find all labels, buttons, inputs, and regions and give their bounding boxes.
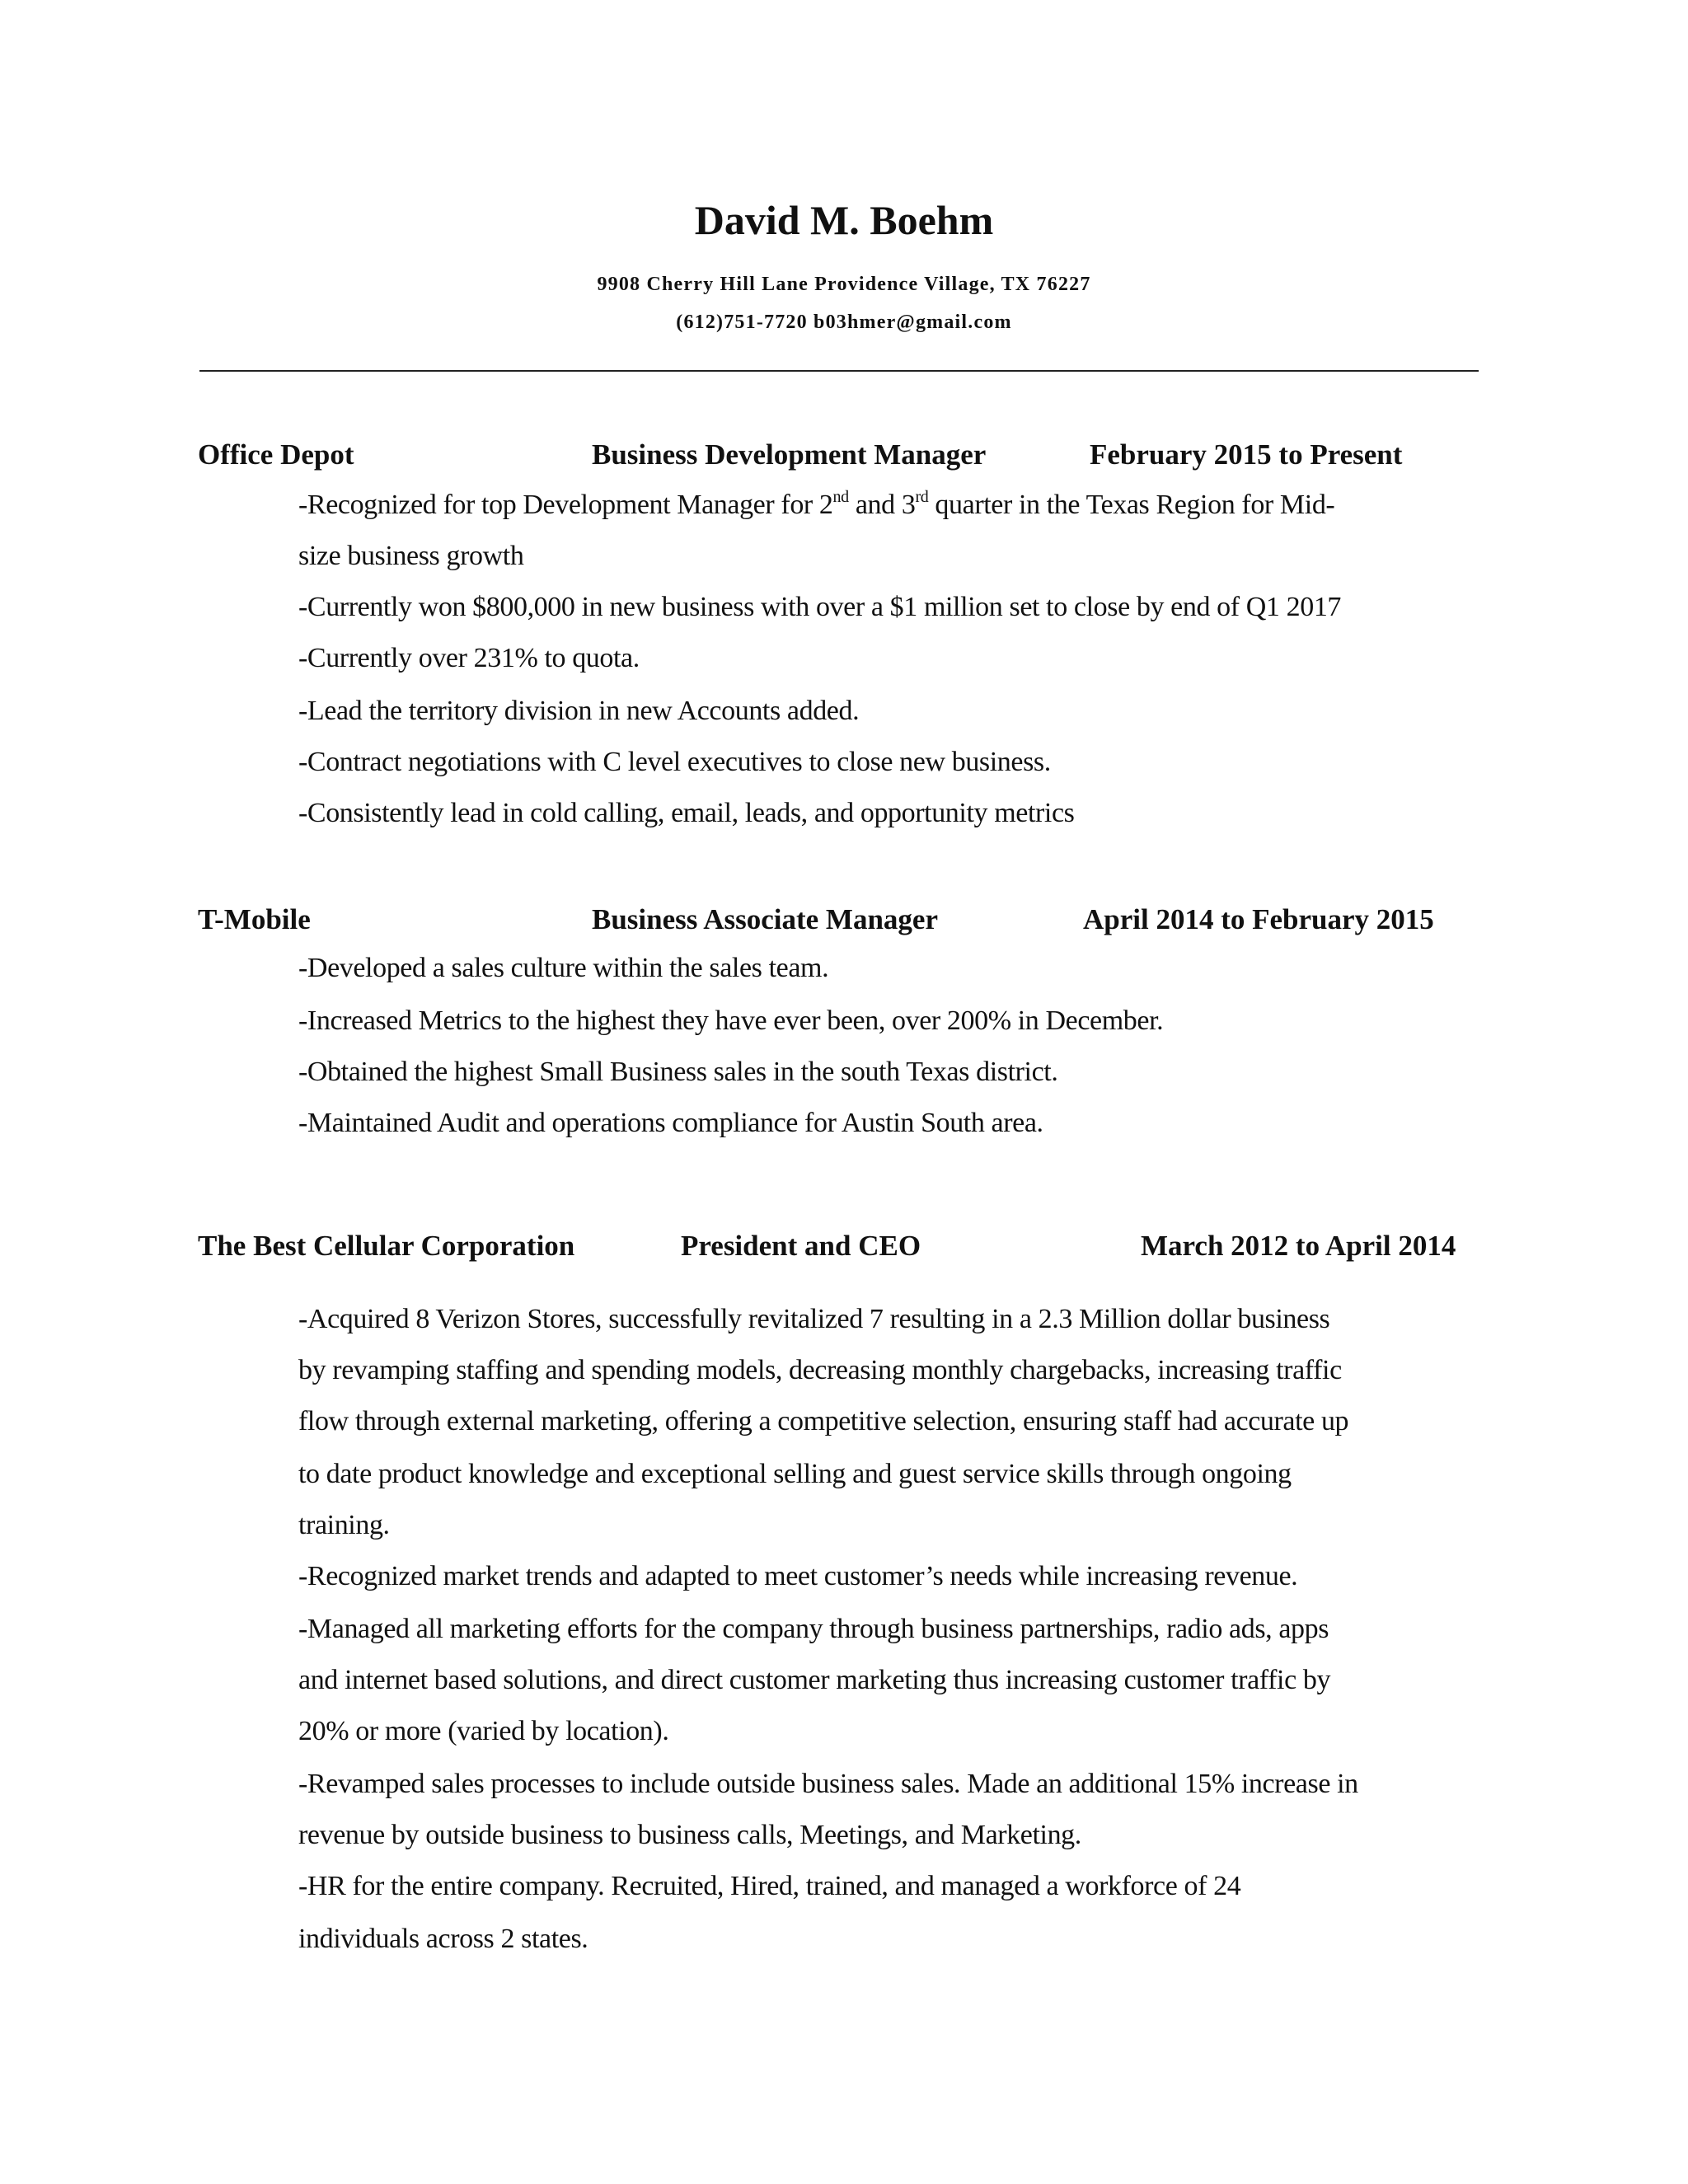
job-title: President and CEO bbox=[681, 1230, 921, 1262]
bullet-line: -Currently over 231% to quota. bbox=[298, 643, 640, 673]
bullet-line: individuals across 2 states. bbox=[298, 1924, 588, 1954]
bullet-line: -Contract negotiations with C level executives to close new business. bbox=[298, 747, 1051, 777]
company-name: Office Depot bbox=[198, 438, 354, 471]
phone: (612)751-7720 bbox=[676, 312, 808, 333]
bullet-line: and internet based solutions, and direct customer marketing thus increasing customer traffic by bbox=[298, 1665, 1331, 1695]
bullet-line: size business growth bbox=[298, 541, 524, 571]
bullet-line: -Recognized market trends and adapted to meet customer’s needs while increasing revenue. bbox=[298, 1561, 1298, 1591]
bullet-line: -HR for the entire company. Recruited, Hired, trained, and managed a workforce of 24 bbox=[298, 1871, 1241, 1901]
bullet-line: flow through external marketing, offering a competitive selection, ensuring staff had accurate up bbox=[298, 1406, 1349, 1436]
company-name: T-Mobile bbox=[198, 903, 311, 935]
bullet-line: -Revamped sales processes to include outside business sales. Made an additional 15% increase in bbox=[298, 1769, 1358, 1799]
bullet-line: -Managed all marketing efforts for the company through business partnerships, radio ads, apps bbox=[298, 1614, 1329, 1644]
job-title: Business Development Manager bbox=[592, 438, 987, 471]
bullet-line: -Recognized for top Development Manager for 2nd and 3rd quarter in the Texas Region for Mid- bbox=[298, 488, 1335, 520]
email: b03hmer@gmail.com bbox=[814, 312, 1012, 333]
bullet-line: -Currently won $800,000 in new business with over a $1 million set to close by end of Q1 2017 bbox=[298, 592, 1342, 622]
address: 9908 Cherry Hill Lane Providence Village, TX 76227 bbox=[597, 274, 1091, 295]
bullet-line: -Maintained Audit and operations compliance for Austin South area. bbox=[298, 1108, 1043, 1138]
bullet-line: -Developed a sales culture within the sales team. bbox=[298, 953, 829, 983]
job-dates: April 2014 to February 2015 bbox=[1083, 903, 1434, 935]
bullet-line: -Increased Metrics to the highest they have ever been, over 200% in December. bbox=[298, 1005, 1164, 1036]
bullet-line: 20% or more (varied by location). bbox=[298, 1716, 669, 1746]
job-dates: March 2012 to April 2014 bbox=[1141, 1230, 1456, 1262]
company-name: The Best Cellular Corporation bbox=[198, 1230, 575, 1262]
contact-line bbox=[0, 312, 1688, 334]
job-title: Business Associate Manager bbox=[592, 903, 938, 935]
header-divider bbox=[199, 370, 1479, 372]
candidate-name: David M. Boehm bbox=[694, 197, 994, 243]
bullet-line: -Acquired 8 Verizon Stores, successfully revitalized 7 resulting in a 2.3 Million dollar business bbox=[298, 1304, 1330, 1334]
bullet-line: to date product knowledge and exceptional selling and guest service skills through ongoing bbox=[298, 1459, 1292, 1489]
bullet-line: by revamping staffing and spending models, decreasing monthly chargebacks, increasing traffic bbox=[298, 1355, 1342, 1385]
bullet-line: training. bbox=[298, 1510, 390, 1540]
bullet-line: -Obtained the highest Small Business sales in the south Texas district. bbox=[298, 1057, 1058, 1087]
bullet-line: -Lead the territory division in new Accounts added. bbox=[298, 696, 860, 726]
job-dates: February 2015 to Present bbox=[1090, 438, 1403, 471]
bullet-line: revenue by outside business to business calls, Meetings, and Marketing. bbox=[298, 1820, 1081, 1850]
bullet-line: -Consistently lead in cold calling, email, leads, and opportunity metrics bbox=[298, 798, 1075, 828]
